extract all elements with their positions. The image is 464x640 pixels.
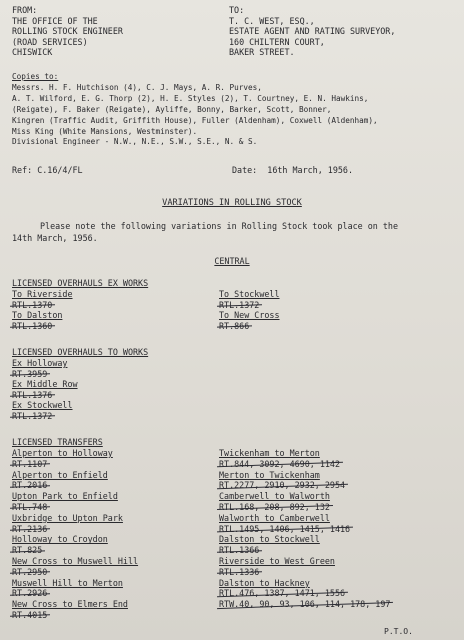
transfers-right xyxy=(219,448,390,610)
stock-number: RT.2277, 2910, 2932, 2954 xyxy=(219,480,346,491)
stock-number: RTL.1360 xyxy=(12,320,53,331)
overhaul-destination: To Stockwell xyxy=(219,289,280,299)
transfers-left xyxy=(12,448,138,621)
transfer-route: Alperton to Holloway xyxy=(12,448,113,458)
stock-number: RT.866 xyxy=(219,320,250,331)
stock-number: RTL.1372 xyxy=(12,410,53,421)
transfer-route: Camberwell to Walworth xyxy=(219,491,330,502)
stock-number: RTL.1366 xyxy=(219,545,260,556)
intro-line: Please note the following variations in Rolling Stock took place on the xyxy=(40,221,398,231)
stock-number: RT.3959 xyxy=(12,368,48,379)
copies-line: Kingren (Traffic Audit, Griffith House), Fuller (Aldenham), Coxwell (Aldenham), xyxy=(12,115,378,125)
from-line: CHISWICK xyxy=(12,47,53,58)
from-line: ROLLING STOCK ENGINEER xyxy=(12,26,123,37)
overhauls-ex-heading: LICENSED OVERHAULS EX WORKS xyxy=(12,278,149,288)
date: Date: 16th March, 1956. xyxy=(232,165,354,175)
from-block xyxy=(12,5,123,58)
stock-number: RTL.1495, 1406, 1415, 1416 xyxy=(219,523,351,534)
stock-number: RT.844, 3092, 4690, 1142 xyxy=(219,458,341,469)
stock-number: RT.825 xyxy=(12,545,43,556)
transfer-route: Twickenham to Merton xyxy=(219,448,320,458)
copies-block xyxy=(12,72,457,148)
stock-number: RTW.40, 90, 93, 106, 114, 178, 197 xyxy=(219,599,391,610)
stock-number: RTL.476, 1387, 1471, 1556 xyxy=(219,588,346,599)
transfer-route: Merton to Twickenham xyxy=(219,469,320,480)
reference: Ref: C.16/4/FL xyxy=(12,165,83,175)
stock-number: RT.1107 xyxy=(12,458,48,469)
from-line: (ROAD SERVICES) xyxy=(12,36,88,47)
document-title: VARIATIONS IN ROLLING STOCK xyxy=(162,198,302,208)
to-label: TO: xyxy=(229,5,245,15)
transfer-route: Dalston to Stockwell xyxy=(219,534,320,545)
to-line: T. C. WEST, ESQ., xyxy=(229,15,315,26)
overhaul-origin: Ex Holloway xyxy=(12,358,68,368)
overhaul-origin: Ex Middle Row xyxy=(12,379,78,390)
stock-number: RTL.1372 xyxy=(219,299,260,310)
stock-number: RTL.1336 xyxy=(219,566,260,577)
transfers-heading: LICENSED TRANSFERS xyxy=(12,437,103,447)
stock-number: RTL.1376 xyxy=(12,389,53,400)
from-line: THE OFFICE OF THE xyxy=(12,15,98,26)
overhaul-origin: Ex Stockwell xyxy=(12,400,73,411)
copies-line: A. T. Wilford, E. G. Thorp (2), H. E. Styles (2), T. Courtney, E. N. Hawkins, xyxy=(12,93,369,103)
copies-line: Messrs. H. F. Hutchison (4), C. J. Mays, A. R. Purves, xyxy=(12,82,262,92)
overhauls-ex-left xyxy=(12,289,73,331)
to-line: BAKER STREET. xyxy=(229,47,295,58)
to-block xyxy=(229,5,395,58)
transfer-route: New Cross to Muswell Hill xyxy=(12,555,139,566)
stock-number: RT.2926 xyxy=(12,588,48,599)
transfer-route: Alperton to Enfield xyxy=(12,469,108,480)
stock-number: RT.2950 xyxy=(12,566,48,577)
transfer-route: Uxbridge to Upton Park xyxy=(12,512,123,523)
overhauls-to-heading: LICENSED OVERHAULS TO WORKS xyxy=(12,347,149,357)
intro-line: 14th March, 1956. xyxy=(12,233,98,243)
transfer-route: Upton Park to Enfield xyxy=(12,491,118,502)
overhaul-destination: To New Cross xyxy=(219,310,280,321)
transfer-route: Walworth to Camberwell xyxy=(219,512,330,523)
stock-number: RTL.1370 xyxy=(12,299,53,310)
copies-line: Miss King (White Mansions, Westminster). xyxy=(12,126,198,136)
section-heading: CENTRAL xyxy=(214,256,250,266)
transfer-route: Riverside to West Green xyxy=(219,555,335,566)
copies-line: (Reigate), F. Baker (Reigate), Ayliffe, Bonny, Barker, Scott, Bonner, xyxy=(12,104,332,114)
transfer-route: Muswell Hill to Merton xyxy=(12,577,123,588)
to-line: ESTATE AGENT AND RATING SURVEYOR, xyxy=(229,26,396,37)
transfer-route: New Cross to Elmers End xyxy=(12,599,128,610)
stock-number: RTL.168, 208, 892, 132 xyxy=(219,501,330,512)
to-line: 160 CHILTERN COURT, xyxy=(229,36,325,47)
stock-number: RT.2136 xyxy=(12,523,48,534)
stock-number: RT.4015 xyxy=(12,609,48,620)
overhauls-ex-right xyxy=(219,289,280,331)
from-label: FROM: xyxy=(12,5,38,15)
copies-label: Copies to: xyxy=(12,72,59,81)
overhauls-to-list xyxy=(12,358,78,422)
transfer-route: Dalston to Hackney xyxy=(219,577,310,588)
copies-line: Divisional Engineer - N.W., N.E., S.W., S.E., N. & S. xyxy=(12,137,258,147)
stock-number: RTL.748 xyxy=(12,501,48,512)
pto-note: P.T.O. xyxy=(384,627,413,636)
overhaul-destination: To Dalston xyxy=(12,310,63,321)
stock-number: RT.2016 xyxy=(12,480,48,491)
overhaul-destination: To Riverside xyxy=(12,289,73,299)
transfer-route: Holloway to Croydon xyxy=(12,534,108,545)
